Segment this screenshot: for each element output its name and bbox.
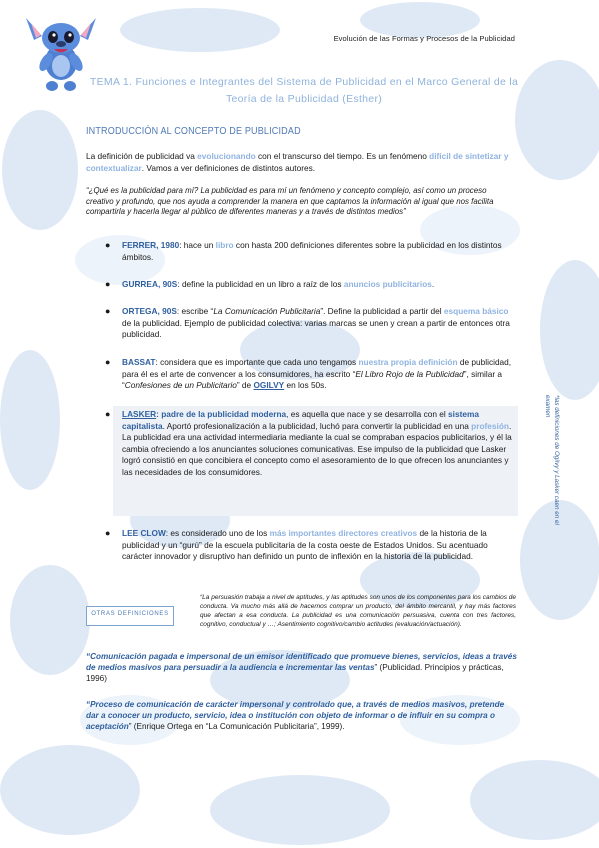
item-text: : considera que es importante que cada uno tengamos [155,357,359,367]
author-name: BASSAT [122,357,156,367]
bullet-icon: ● [105,528,111,538]
definition-source: (Publicidad. Principios y prácticas, 1996) [86,663,504,684]
item-text: ”. Define la publicidad a partir del [320,306,444,316]
item-highlight: nuestra propia definición [358,357,458,367]
intro-text: con el transcurso del tiempo. Es un fenómeno [255,151,430,161]
author-name: ORTEGA, 90S [122,306,177,316]
item-highlight: anuncios publicitarios [343,279,432,289]
bullet-icon: ● [105,357,111,367]
ogilvy-link: OGILVY [253,380,285,391]
bullet-icon: ● [105,409,111,419]
section-title: INTRODUCCIÓN AL CONCEPTO DE PUBLICIDAD [86,125,301,137]
list-item-lee-clow [105,528,516,563]
persuasion-note: “La persuasión trabaja a nivel de aptitudes, y las aptitudes son unos de los componentes para los cambios de conducta. Va mucho más allá de hacernos comprar un producto, del ámbito mercantil, y hay más factores que afectan a esa conducta. La publicidad es una comunicación persuasiva, cuenta con tres factores, cognitivo, conductual y …; Asentimiento cognitivo/cambio actitudes (evaluación/actuación). [200,594,516,628]
definition-2 [86,699,518,733]
topic-heading-line-1: TEMA 1. Funciones e Integrantes del Sistema de Publicidad en el Marco General de la [89,76,519,88]
item-text: , es aquella que nace y se desarrolla con el [286,409,449,419]
quote-mark: ” [128,722,134,732]
quote-mark: ” [374,663,380,673]
intro-highlight: difícil de sintetizar y contextualizar [86,151,509,173]
item-highlight: sistema capitalista [122,409,479,431]
definition-text: Proceso de comunicación de carácter impersonal y controlado que, a través de medios masivos, pretende dar a conocer un producto, servicio, idea o institución con objeto de informar o de influir en su compra o aceptación [86,700,505,732]
personal-quote: “¿Qué es la publicidad para mí? La publicidad es para mí un fenómeno y concepto complejo, así como un proceso creativo y profundo, que nos ayuda a comprender la manera en que captamos la información al igual que nos facilita compartirla y hacerla llegar al público de diferentes maneras y a través de distintos medios” [86,186,494,217]
list-item-gurrea [105,279,516,291]
side-note [521,395,561,545]
author-title: : padre de la publicidad moderna [156,409,287,419]
author-name: LASKER [122,409,157,419]
item-text: : escribe “ [176,306,214,316]
item-text: . Aportó profesionalización a la publicidad, luchó para convertir la publicidad en una [162,420,472,431]
bullet-icon: ● [105,240,111,250]
item-text: de la historia de la publicidad y un “gurú” de la escuela publicitaria de la costa oeste de Estados Unidos. Su acentuado carácter innovador y disruptivo han definido un punto de inflexión en la historia de la publicidad. [122,528,488,562]
quote-mark: “ [86,700,91,709]
topic-heading-line-2: Teoría de la Publicidad (Esther) [225,93,383,105]
list-item-bassat [105,357,516,392]
author-name: LEE CLOW [122,528,166,538]
item-text: . [431,279,435,289]
item-text: . [508,420,512,431]
intro-text: La definición de publicidad va [86,151,198,161]
definition-source: (Enrique Ortega en “La Comunicación Publicitaria”, 1999). [133,722,345,732]
intro-text: . Vamos a ver definiciones de distintos autores. [141,162,316,173]
item-text: ”, similar a “ [122,368,503,391]
bullet-icon: ● [105,279,111,289]
item-highlight: más importantes directores creativos [269,528,418,538]
side-note-text: *las definiciones de Ogilvy y Lasker caen en el examen [544,395,560,525]
bullet-icon: ● [105,306,111,316]
definition-text: Comunicación pagada e impersonal de un emisor identificado que promueve bienes, servicios, ideas a través de medios masivos para persuadir a la audiencia e incrementar las ventas [86,652,517,673]
intro-highlight: evolucionando [197,151,256,161]
item-highlight: esquema básico [443,306,509,316]
lasker-extra-paragraph: La publicidad era una actividad intermediaria mediante la cual se compraban espacios publicitarios, y él la cambia ofreciendo a los anunciantes soluciones comunicativas. Ese impulso de la publicidad que Lasker logró consistió en que concibiera el concepto como el asesoramiento de lo que ofrecen los anunciantes y las necesidades de los consumidores. [122,432,512,477]
definition-1 [86,651,518,685]
list-item-ferrer [105,240,516,263]
item-text: de la publicidad. Ejemplo de publicidad colectiva: varias marcas se unen y crean a partir de entonces otra publicidad. [122,317,510,340]
list-item-ortega [105,306,516,341]
item-text: con hasta 200 definiciones diferentes sobre la publicidad en los distintos ámbitos. [122,240,502,262]
item-highlight: profesión [471,420,509,431]
item-text: de publicidad, para él es el arte de convencer a los consumidores, ha escrito “ [122,357,512,379]
book-title: La Comunicación Publicitaria [213,306,321,316]
author-name: GURREA, 90S [122,279,178,289]
book-title: El Libro Rojo de la Publicidad [355,368,464,379]
item-text: : hace un [179,240,216,250]
list-item-lasker [105,409,516,479]
quote-mark: “ [86,652,91,661]
other-definitions-label: OTRAS DEFINICIONES [91,611,169,617]
author-name: FERRER, 1980 [122,240,180,250]
item-text: : es considerado uno de los [165,528,270,538]
document-title: Evolución de las Formas y Procesos de la Publicidad [333,34,515,43]
book-title: Confesiones de un Publicitario [124,380,237,391]
intro-paragraph [86,151,516,174]
item-text: ” de [236,380,254,391]
other-definitions-tag [86,606,174,626]
item-text: en los 50s. [284,380,327,391]
item-text: : define la publicidad en un libro a raíz de los [177,279,344,289]
stitch-character-illustration [24,10,98,96]
item-highlight: libro [215,240,234,250]
topic-heading [88,74,520,108]
